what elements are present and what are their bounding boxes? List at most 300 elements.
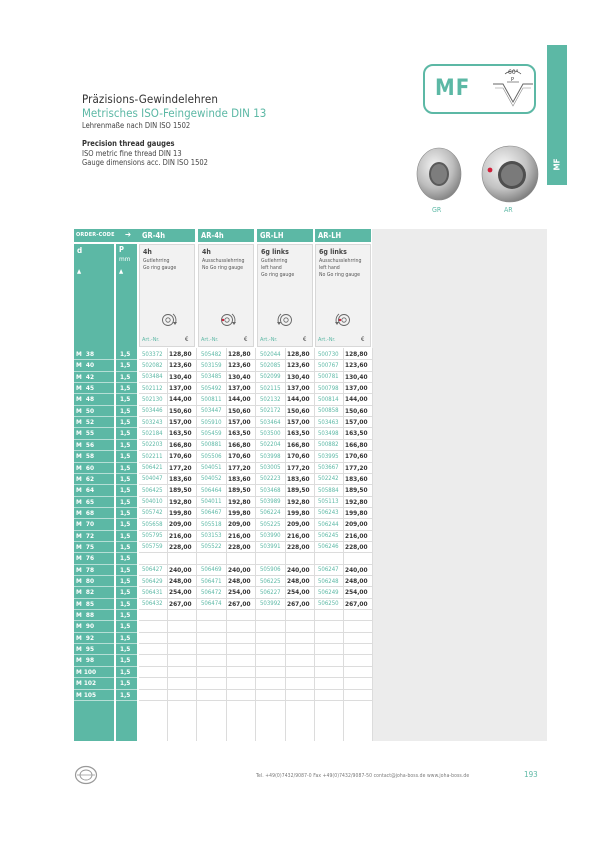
row-divider	[139, 575, 372, 576]
art-nr-label: Art.-Nr.	[318, 337, 336, 343]
row-size: M 76	[76, 554, 95, 563]
group-desc-line: 6g links	[319, 248, 347, 256]
article-number[interactable]: 505759	[142, 543, 163, 551]
row-size: M 58	[76, 452, 95, 461]
gr-image-label: GR	[432, 206, 442, 214]
article-number[interactable]: 502130	[142, 395, 163, 403]
article-number[interactable]: 506474	[201, 600, 222, 608]
article-number[interactable]: 502115	[260, 384, 281, 392]
group-desc-line: No Go ring gauge	[319, 272, 361, 278]
title-en: Precision thread gauges	[82, 139, 175, 148]
price: 128,80	[169, 350, 192, 358]
price: 150,60	[228, 406, 251, 415]
row-divider	[74, 677, 137, 678]
row-pitch: 1,5	[120, 656, 131, 665]
article-number[interactable]: 503153	[201, 532, 222, 540]
row-divider	[139, 405, 372, 406]
article-number[interactable]: 503998	[260, 452, 281, 460]
price: 150,60	[287, 406, 310, 415]
group-description	[139, 244, 195, 347]
article-number[interactable]: 506243	[318, 509, 339, 517]
price: 137,00	[345, 384, 368, 393]
price: 248,00	[345, 577, 368, 585]
row-pitch: 1,5	[120, 690, 131, 699]
row-divider	[139, 393, 372, 394]
row-divider	[74, 382, 137, 383]
page-title: Präzisions-Gewindelehren	[82, 92, 218, 106]
price: 267,00	[228, 599, 251, 608]
price: 192,80	[345, 497, 368, 506]
price: 170,60	[169, 452, 192, 461]
row-pitch: 1,5	[120, 486, 131, 495]
row-pitch: 1,5	[120, 429, 131, 438]
nogo-ring-lh-icon	[332, 311, 356, 329]
article-number[interactable]: 506467	[201, 509, 222, 517]
row-size: M 64	[76, 486, 95, 495]
row-pitch: 1,5	[120, 599, 131, 608]
row-size: M 40	[76, 361, 95, 370]
article-number[interactable]: 503446	[142, 407, 163, 415]
article-number[interactable]: 505884	[318, 486, 339, 494]
group-desc-line: Ausschusslehrring	[202, 258, 245, 264]
price: 144,00	[345, 395, 368, 404]
row-size: M 90	[76, 622, 95, 631]
article-number[interactable]: 503005	[260, 464, 281, 471]
row-divider	[139, 598, 372, 599]
row-divider	[74, 552, 137, 553]
row-divider	[139, 552, 372, 553]
article-number[interactable]: 500882	[318, 441, 339, 449]
art-nr-label: Art.-Nr.	[142, 337, 160, 343]
price: 240,00	[287, 565, 310, 574]
price: 189,50	[169, 486, 192, 495]
row-size: M 42	[76, 372, 95, 381]
row-divider	[74, 700, 137, 701]
row-size: M 75	[76, 542, 95, 551]
group-header	[315, 229, 371, 242]
row-divider	[139, 462, 372, 463]
row-size: M 100	[76, 667, 97, 676]
price: 254,00	[345, 588, 368, 597]
article-number[interactable]: 503484	[142, 373, 163, 381]
article-number[interactable]: 504052	[201, 475, 222, 483]
article-number[interactable]: 503667	[318, 464, 339, 471]
price: 183,60	[345, 474, 368, 483]
article-number[interactable]: 505742	[142, 509, 163, 517]
row-divider	[74, 416, 137, 417]
header-p: P	[119, 245, 124, 254]
price: 144,00	[228, 395, 251, 404]
row-divider	[74, 393, 137, 394]
price: 216,00	[287, 531, 310, 540]
price: 240,00	[169, 565, 192, 574]
row-size: M 62	[76, 474, 95, 483]
article-number[interactable]: 503498	[318, 429, 339, 437]
article-number[interactable]: 503243	[142, 418, 163, 426]
article-number[interactable]: 502044	[260, 350, 281, 358]
row-divider	[139, 439, 372, 440]
row-pitch: 1,5	[120, 474, 131, 483]
group-desc-line: 4h	[143, 248, 152, 256]
row-pitch: 1,5	[120, 395, 131, 404]
row-pitch: 1,5	[120, 542, 131, 551]
article-number[interactable]: 506224	[260, 509, 281, 517]
price: 137,00	[287, 384, 310, 393]
norm-de: Lehrenmaße nach DIN ISO 1502	[82, 121, 191, 130]
row-pitch: 1,5	[120, 565, 131, 574]
group-header	[139, 229, 195, 242]
row-pitch: 1,5	[120, 350, 131, 358]
price: 123,60	[228, 361, 251, 370]
gr-ring-image	[414, 146, 464, 204]
row-divider	[139, 689, 372, 690]
price: 189,50	[345, 486, 368, 495]
price: 177,20	[287, 463, 310, 472]
column-divider	[285, 348, 286, 741]
article-number[interactable]: 500798	[318, 384, 339, 392]
price: 144,00	[169, 395, 192, 404]
article-number[interactable]: 502184	[142, 429, 163, 437]
price: 209,00	[228, 520, 251, 529]
row-divider	[139, 473, 372, 474]
article-number[interactable]: 502223	[260, 475, 281, 483]
price: 166,80	[345, 440, 368, 449]
row-divider	[139, 564, 372, 565]
row-size: M 55	[76, 429, 95, 438]
row-size: M 65	[76, 497, 95, 506]
row-divider	[139, 677, 372, 678]
article-number[interactable]: 505225	[260, 520, 281, 528]
side-tab-label: MF	[552, 158, 562, 171]
row-size: M 72	[76, 531, 95, 540]
row-size: M 88	[76, 611, 95, 620]
article-number[interactable]: 500811	[201, 395, 222, 403]
row-divider	[74, 598, 137, 599]
price: 254,00	[169, 588, 192, 597]
price: 189,50	[228, 486, 251, 495]
price: 192,80	[228, 497, 251, 506]
row-pitch: 1,5	[120, 440, 131, 449]
price: 123,60	[345, 361, 368, 370]
thread-profile-icon	[491, 68, 535, 112]
row-divider	[139, 484, 372, 485]
row-pitch: 1,5	[120, 372, 131, 381]
group-description	[315, 244, 371, 347]
row-pitch: 1,5	[120, 611, 131, 620]
row-divider	[74, 666, 137, 667]
pitch-label: P	[511, 77, 515, 83]
article-number[interactable]: 502082	[142, 361, 163, 369]
row-divider	[74, 609, 137, 610]
subtitle-en: ISO metric fine thread DIN 13	[82, 149, 182, 158]
price: 144,00	[287, 395, 310, 404]
article-number[interactable]: 505482	[201, 350, 222, 358]
article-number[interactable]: 506225	[260, 577, 281, 585]
price: 128,80	[228, 350, 251, 358]
row-pitch: 1,5	[120, 679, 131, 688]
header-mm: mm	[119, 255, 131, 263]
article-number[interactable]: 506248	[318, 577, 339, 585]
row-size: M 105	[76, 690, 97, 699]
row-divider	[74, 575, 137, 576]
article-number[interactable]: 506431	[142, 588, 163, 596]
article-number[interactable]: 502099	[260, 373, 281, 381]
row-divider	[139, 632, 372, 633]
euro-label: €	[361, 336, 365, 343]
price: 163,50	[228, 429, 251, 438]
row-pitch: 1,5	[120, 384, 131, 393]
price: 199,80	[345, 508, 368, 517]
group-desc-line: 6g links	[261, 248, 289, 256]
price: 199,80	[228, 508, 251, 517]
article-number[interactable]: 506245	[318, 532, 339, 540]
price: 130,40	[228, 372, 251, 381]
group-code: AR-LH	[318, 231, 342, 240]
group-description	[198, 244, 254, 347]
price: 166,80	[228, 440, 251, 449]
row-divider	[139, 620, 372, 621]
article-number[interactable]: 504047	[142, 475, 163, 483]
column-divider	[167, 348, 168, 741]
price: 123,60	[169, 361, 192, 370]
price: 267,00	[169, 599, 192, 608]
group-desc-line: Go ring gauge	[261, 272, 295, 278]
price: 137,00	[169, 384, 192, 393]
article-number[interactable]: 500767	[318, 361, 339, 369]
price: 216,00	[169, 531, 192, 540]
article-number[interactable]: 502203	[142, 441, 163, 449]
row-divider	[139, 541, 372, 542]
mf-badge	[423, 64, 536, 114]
row-divider	[139, 643, 372, 644]
ar-ring-image	[478, 144, 542, 206]
article-number[interactable]: 502085	[260, 361, 281, 369]
price: 183,60	[287, 474, 310, 483]
article-number[interactable]: 506471	[201, 577, 222, 585]
price: 189,50	[287, 486, 310, 495]
article-number[interactable]: 505658	[142, 520, 163, 528]
article-number[interactable]: 504011	[201, 498, 222, 506]
article-number[interactable]: 505795	[142, 532, 163, 540]
price: 157,00	[228, 418, 251, 427]
row-pitch: 1,5	[120, 520, 131, 529]
group-desc-line: Ausschusslehrring	[319, 258, 362, 264]
art-nr-label: Art.-Nr.	[260, 337, 278, 343]
row-divider	[139, 609, 372, 610]
row-pitch: 1,5	[120, 531, 131, 540]
row-size: M 82	[76, 588, 95, 597]
row-divider	[139, 450, 372, 451]
article-number[interactable]: 506247	[318, 566, 339, 574]
row-divider	[74, 643, 137, 644]
article-number[interactable]: 503992	[260, 600, 281, 608]
article-number[interactable]: 504010	[142, 498, 163, 506]
row-divider	[74, 541, 137, 542]
article-number[interactable]: 503372	[142, 350, 163, 358]
article-number[interactable]: 505518	[201, 520, 222, 528]
price: 267,00	[345, 599, 368, 608]
row-divider	[139, 666, 372, 667]
row-pitch: 1,5	[120, 667, 131, 676]
row-divider	[139, 371, 372, 372]
article-number[interactable]: 506429	[142, 577, 163, 585]
price: 248,00	[287, 577, 310, 585]
row-size: M 38	[76, 350, 95, 358]
row-size: M 56	[76, 440, 95, 449]
row-divider	[74, 689, 137, 690]
article-number[interactable]: 500814	[318, 395, 339, 403]
article-number[interactable]: 506427	[142, 566, 163, 574]
article-number[interactable]: 506227	[260, 588, 281, 596]
row-pitch: 1,5	[120, 463, 131, 472]
price: 209,00	[169, 520, 192, 529]
group-desc-line: Gutlehrring	[261, 258, 288, 264]
row-divider	[74, 439, 137, 440]
gray-side-panel	[372, 229, 547, 741]
mf-badge-label: MF	[435, 76, 471, 101]
article-number[interactable]: 506425	[142, 486, 163, 494]
row-pitch: 1,5	[120, 361, 131, 370]
column-divider	[226, 348, 227, 741]
article-number[interactable]: 502172	[260, 407, 281, 415]
group-code: AR-4h	[201, 231, 224, 240]
row-pitch: 1,5	[120, 418, 131, 427]
euro-label: €	[185, 336, 189, 343]
price: 157,00	[345, 418, 368, 427]
row-divider	[139, 416, 372, 417]
norm-en: Gauge dimensions acc. DIN ISO 1502	[82, 158, 208, 167]
ar-image-label: AR	[504, 206, 513, 214]
article-number[interactable]: 505906	[260, 566, 281, 574]
article-number[interactable]: 502112	[142, 384, 163, 392]
row-divider	[74, 586, 137, 587]
column-divider	[314, 348, 315, 741]
row-size: M 85	[76, 599, 95, 608]
price: 123,60	[287, 361, 310, 370]
article-number[interactable]: 504051	[201, 464, 222, 471]
article-number[interactable]: 502211	[142, 452, 163, 460]
angle-label: 60°	[508, 69, 519, 76]
price: 240,00	[345, 565, 368, 574]
article-number[interactable]: 505492	[201, 384, 222, 392]
price: 254,00	[228, 588, 251, 597]
price: 199,80	[287, 508, 310, 517]
row-divider	[74, 450, 137, 451]
price: 157,00	[169, 418, 192, 427]
article-number[interactable]: 502242	[318, 475, 339, 483]
price: 192,80	[169, 497, 192, 506]
group-desc-line: Go ring gauge	[143, 265, 177, 271]
group-desc-line: No Go ring gauge	[202, 265, 244, 271]
price: 157,00	[287, 418, 310, 427]
sort-arrow-icon: ▲	[77, 268, 82, 275]
group-header	[257, 229, 313, 242]
article-number[interactable]: 505506	[201, 452, 222, 460]
row-divider	[139, 530, 372, 531]
article-number[interactable]: 500881	[201, 441, 222, 449]
article-number[interactable]: 502204	[260, 441, 281, 449]
article-number[interactable]: 506464	[201, 486, 222, 494]
article-number[interactable]: 506421	[142, 464, 163, 471]
price: 183,60	[169, 474, 192, 483]
row-size: M 102	[76, 679, 97, 688]
row-pitch: 1,5	[120, 452, 131, 461]
article-number[interactable]: 506250	[318, 600, 339, 608]
row-size: M 50	[76, 406, 95, 415]
row-size: M 80	[76, 577, 95, 585]
row-divider	[74, 564, 137, 565]
article-number[interactable]: 500781	[318, 373, 339, 381]
row-size: M 92	[76, 633, 95, 642]
price: 209,00	[287, 520, 310, 529]
article-number[interactable]: 506246	[318, 543, 339, 551]
article-number[interactable]: 506469	[201, 566, 222, 574]
article-number[interactable]: 500858	[318, 407, 339, 415]
row-pitch: 1,5	[120, 622, 131, 631]
row-divider	[139, 586, 372, 587]
price: 130,40	[287, 372, 310, 381]
header-d: d	[77, 246, 83, 255]
article-number[interactable]: 505910	[201, 418, 222, 426]
article-number[interactable]: 503468	[260, 486, 281, 494]
price: 170,60	[345, 452, 368, 461]
price: 163,50	[287, 429, 310, 438]
row-divider	[139, 496, 372, 497]
article-number[interactable]: 502132	[260, 395, 281, 403]
group-code: GR-4h	[142, 231, 166, 240]
article-number[interactable]: 503485	[201, 373, 222, 381]
article-number[interactable]: 503159	[201, 361, 222, 369]
price: 216,00	[228, 531, 251, 540]
order-code-label: ORDER-CODE	[76, 232, 115, 238]
article-number[interactable]: 503990	[260, 532, 281, 540]
article-number[interactable]: 503995	[318, 452, 339, 460]
price: 248,00	[169, 577, 192, 585]
price: 183,60	[228, 474, 251, 483]
row-divider	[139, 382, 372, 383]
row-divider	[74, 632, 137, 633]
article-number[interactable]: 505522	[201, 543, 222, 551]
article-number[interactable]: 506432	[142, 600, 163, 608]
article-number[interactable]: 503500	[260, 429, 281, 437]
row-size: M 98	[76, 656, 95, 665]
price: 166,80	[287, 440, 310, 449]
row-divider	[74, 359, 137, 360]
row-divider	[74, 530, 137, 531]
article-number[interactable]: 503464	[260, 418, 281, 426]
article-number[interactable]: 506244	[318, 520, 339, 528]
row-size: M 78	[76, 565, 95, 574]
article-number[interactable]: 505113	[318, 498, 339, 506]
price: 267,00	[287, 599, 310, 608]
article-number[interactable]: 503989	[260, 498, 281, 506]
article-number[interactable]: 503463	[318, 418, 339, 426]
article-number[interactable]: 500730	[318, 350, 339, 358]
row-divider	[74, 518, 137, 519]
article-number[interactable]: 506472	[201, 588, 222, 596]
row-pitch: 1,5	[120, 577, 131, 585]
price: 150,60	[345, 406, 368, 415]
article-number[interactable]: 505459	[201, 429, 222, 437]
row-divider	[74, 496, 137, 497]
footer-contact: Tel. +49(0)7432/9087-0 Fax +49(0)7432/9087-50 contact@joha-boss.de www.joha-boss.de	[256, 773, 470, 779]
price: 177,20	[345, 463, 368, 472]
sort-arrow-icon: ▲	[119, 268, 124, 275]
article-number[interactable]: 503991	[260, 543, 281, 551]
article-number[interactable]: 503447	[201, 407, 222, 415]
article-number[interactable]: 506249	[318, 588, 339, 596]
row-divider	[74, 405, 137, 406]
